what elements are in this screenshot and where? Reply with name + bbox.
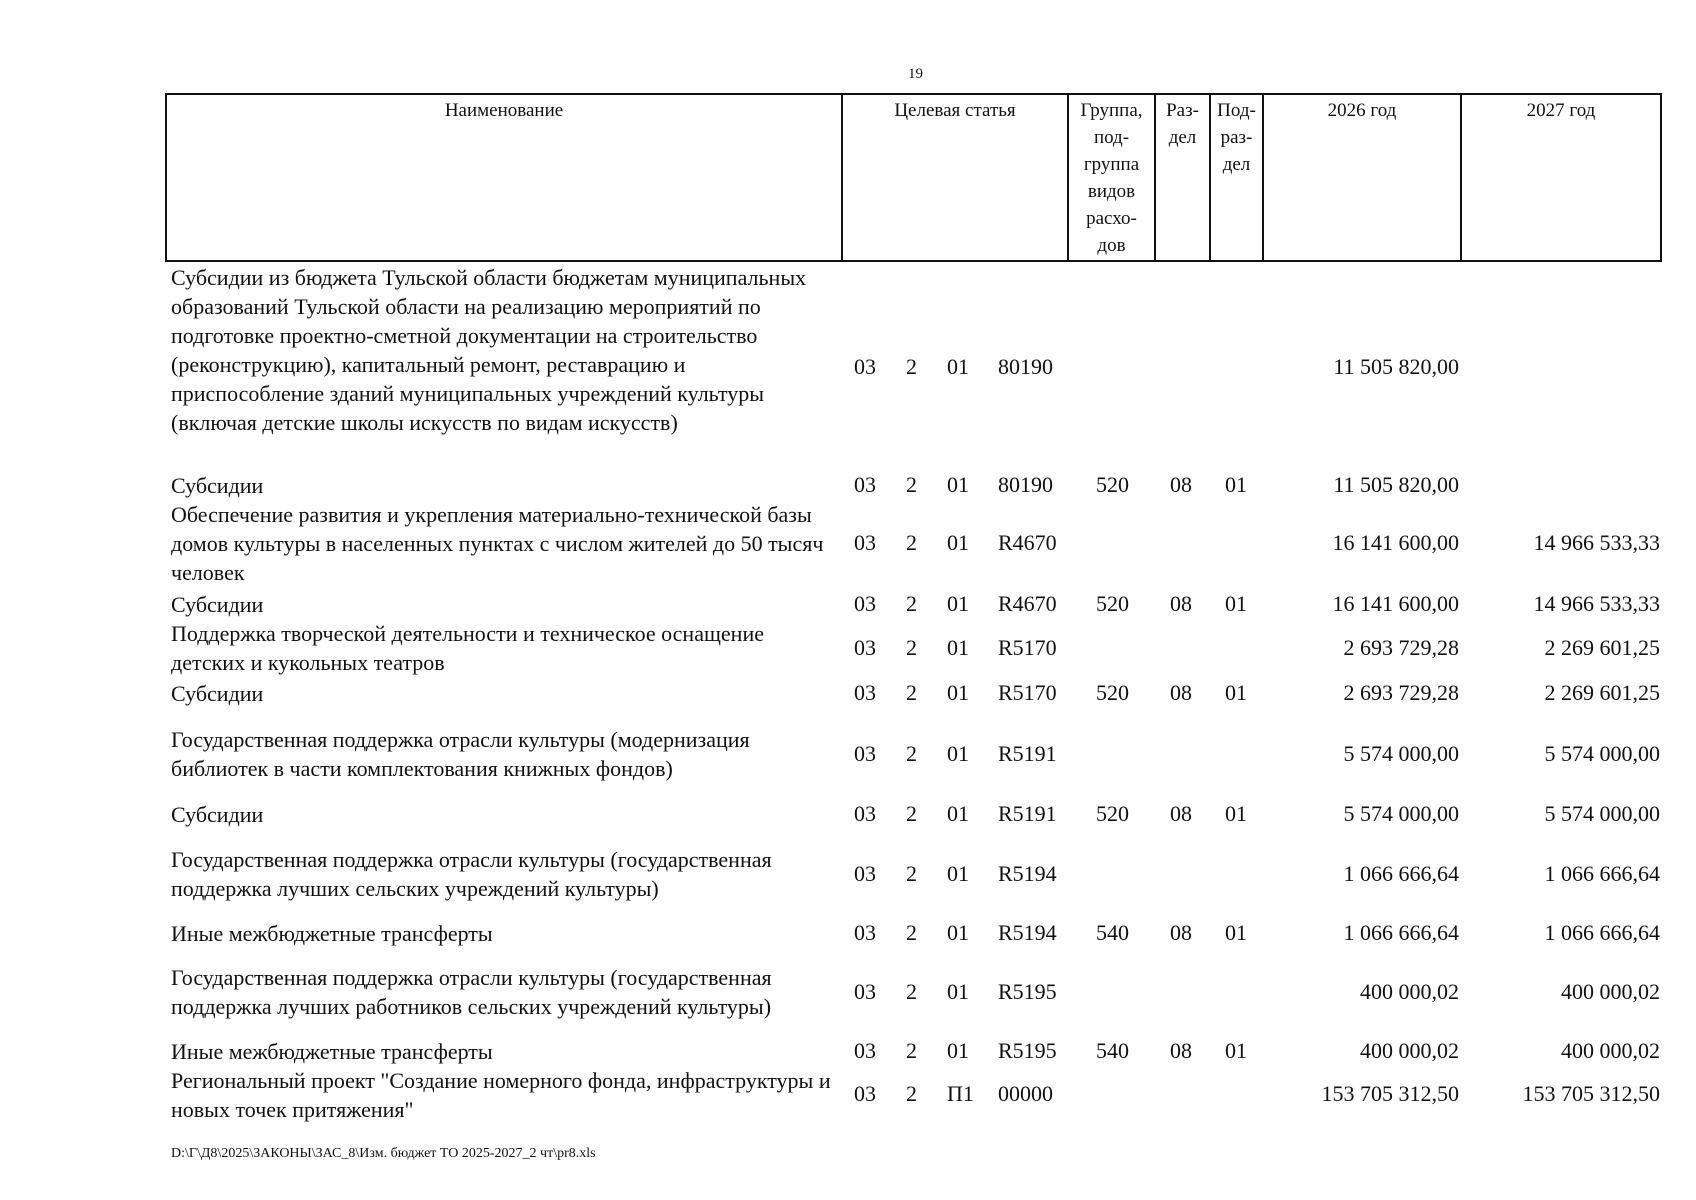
page-number: 19 [908,66,923,82]
row-subsection: 01 [1225,1038,1247,1063]
row-target-code-1: 03 [854,861,876,886]
row-target-code-3: 01 [947,801,969,826]
header-group: Группа, под- группа видов расхо- дов [1068,94,1155,261]
row-target-code-2: 2 [906,861,917,886]
row-amount-2026: 16 141 600,00 [1332,530,1459,555]
row-name: Государственная поддержка отрасли культуры (государственная поддержка лучших работников сельских учреждений культуры) [171,965,772,1019]
row-target-code-2: 2 [906,635,917,660]
row-target-code-1: 03 [854,530,876,555]
row-group: 520 [1096,680,1129,705]
row-section: 08 [1170,1038,1192,1063]
row-target-code-2: 2 [906,680,917,705]
row-name: Обеспечение развития и укрепления материально-технической базы домов культуры в населенных пунктах с числом жителей до 50 тысяч человек [171,502,824,585]
row-subsection: 01 [1225,472,1247,497]
row-name: Государственная поддержка отрасли культуры (модернизация библиотек в части комплектования книжных фондов) [171,727,750,781]
row-target-code-1: 03 [854,920,876,945]
row-target-code-3: 01 [947,472,969,497]
row-target-code-1: 03 [854,635,876,660]
row-amount-2027: 14 966 533,33 [1533,530,1660,555]
row-target-code-4: R5195 [998,979,1057,1004]
row-section: 08 [1170,801,1192,826]
row-target-code-4: R5191 [998,801,1057,826]
row-target-code-1: 03 [854,1081,876,1106]
row-amount-2026: 5 574 000,00 [1343,801,1459,826]
row-target-code-4: R5191 [998,741,1057,766]
row-target-code-4: R4670 [998,591,1057,616]
row-target-code-3: 01 [947,1038,969,1063]
row-amount-2026: 1 066 666,64 [1343,861,1459,886]
header-name: Наименование [166,94,842,261]
row-amount-2027: 5 574 000,00 [1544,741,1660,766]
row-amount-2026: 11 505 820,00 [1333,354,1459,379]
row-name: Государственная поддержка отрасли культуры (государственная поддержка лучших сельских учреждений культуры) [171,847,772,901]
row-group: 540 [1096,920,1129,945]
row-name: Субсидии [171,592,264,617]
row-amount-2027: 2 269 601,25 [1544,635,1660,660]
row-target-code-3: 01 [947,680,969,705]
row-name: Субсидии из бюджета Тульской области бюджетам муниципальных образований Тульской области на реализацию мероприятий по подготовке проектно-сметной документации на строительство (реконструкцию), капитальный ремонт, реставрацию и приспособление зданий муниципальных учреждений культуры (включая детские школы искусств по видам искусств) [171,265,807,435]
row-section: 08 [1170,920,1192,945]
row-name: Субсидии [171,681,264,706]
row-target-code-2: 2 [906,741,917,766]
header-year-2027: 2027 год [1461,94,1661,261]
row-target-code-2: 2 [906,591,917,616]
row-target-code-4: 80190 [998,354,1053,379]
row-amount-2027: 400 000,02 [1561,1038,1660,1063]
row-name: Поддержка творческой деятельности и техническое оснащение детских и кукольных театров [171,621,764,675]
row-name: Региональный проект "Создание номерного фонда, инфраструктуры и новых точек притяжения" [171,1068,831,1122]
row-target-code-3: 01 [947,354,969,379]
row-amount-2027: 153 705 312,50 [1522,1081,1660,1106]
row-amount-2026: 2 693 729,28 [1343,635,1459,660]
row-target-code-3: 01 [947,979,969,1004]
row-amount-2027: 1 066 666,64 [1544,861,1660,886]
row-target-code-2: 2 [906,801,917,826]
row-target-code-4: R5195 [998,1038,1057,1063]
row-target-code-4: R5194 [998,920,1057,945]
row-amount-2026: 1 066 666,64 [1343,920,1459,945]
row-target-code-4: R5170 [998,635,1057,660]
row-target-code-4: 80190 [998,472,1053,497]
row-name: Иные межбюджетные трансферты [171,921,493,946]
row-target-code-2: 2 [906,530,917,555]
row-amount-2026: 400 000,02 [1360,1038,1459,1063]
row-amount-2026: 153 705 312,50 [1321,1081,1459,1106]
header-subsection: Под- раз- дел [1210,94,1263,261]
row-target-code-3: 01 [947,741,969,766]
row-target-code-3: П1 [947,1081,974,1106]
row-name: Субсидии [171,802,264,827]
row-section: 08 [1170,591,1192,616]
row-amount-2027: 5 574 000,00 [1544,801,1660,826]
row-target-code-2: 2 [906,920,917,945]
row-target-code-2: 2 [906,979,917,1004]
row-amount-2027: 1 066 666,64 [1544,920,1660,945]
row-group: 520 [1096,472,1129,497]
row-amount-2026: 5 574 000,00 [1343,741,1459,766]
row-target-code-1: 03 [854,801,876,826]
row-target-code-3: 01 [947,861,969,886]
row-target-code-1: 03 [854,354,876,379]
row-target-code-1: 03 [854,741,876,766]
row-amount-2027: 2 269 601,25 [1544,680,1660,705]
row-subsection: 01 [1225,591,1247,616]
row-target-code-4: R5170 [998,680,1057,705]
row-target-code-3: 01 [947,635,969,660]
row-amount-2026: 11 505 820,00 [1333,472,1459,497]
row-group: 520 [1096,801,1129,826]
row-amount-2027: 14 966 533,33 [1533,591,1660,616]
table-header [165,93,1662,262]
row-target-code-1: 03 [854,979,876,1004]
row-target-code-1: 03 [854,1038,876,1063]
row-target-code-3: 01 [947,530,969,555]
row-section: 08 [1170,680,1192,705]
row-amount-2027: 400 000,02 [1561,979,1660,1004]
header-year-2026: 2026 год [1263,94,1461,261]
row-target-code-3: 01 [947,591,969,616]
row-target-code-4: R5194 [998,861,1057,886]
row-target-code-2: 2 [906,354,917,379]
row-section: 08 [1170,472,1192,497]
row-target-code-4: R4670 [998,530,1057,555]
row-subsection: 01 [1225,920,1247,945]
row-subsection: 01 [1225,680,1247,705]
row-subsection: 01 [1225,801,1247,826]
row-target-code-3: 01 [947,920,969,945]
row-target-code-2: 2 [906,1038,917,1063]
row-amount-2026: 2 693 729,28 [1343,680,1459,705]
row-amount-2026: 400 000,02 [1360,979,1459,1004]
row-target-code-4: 00000 [998,1081,1053,1106]
file-path-footer: D:\Г\Д8\2025\ЗАКОНЫ\ЗАС_8\Изм. бюджет ТО 2025-2027_2 чт\pr8.xls [171,1146,596,1161]
row-group: 520 [1096,591,1129,616]
row-target-code-2: 2 [906,1081,917,1106]
row-target-code-1: 03 [854,591,876,616]
row-name: Субсидии [171,473,264,498]
row-group: 540 [1096,1038,1129,1063]
header-section: Раз- дел [1155,94,1210,261]
row-amount-2026: 16 141 600,00 [1332,591,1459,616]
header-target-article: Целевая статья [842,94,1068,261]
row-target-code-1: 03 [854,472,876,497]
row-name: Иные межбюджетные трансферты [171,1039,493,1064]
row-target-code-1: 03 [854,680,876,705]
row-target-code-2: 2 [906,472,917,497]
